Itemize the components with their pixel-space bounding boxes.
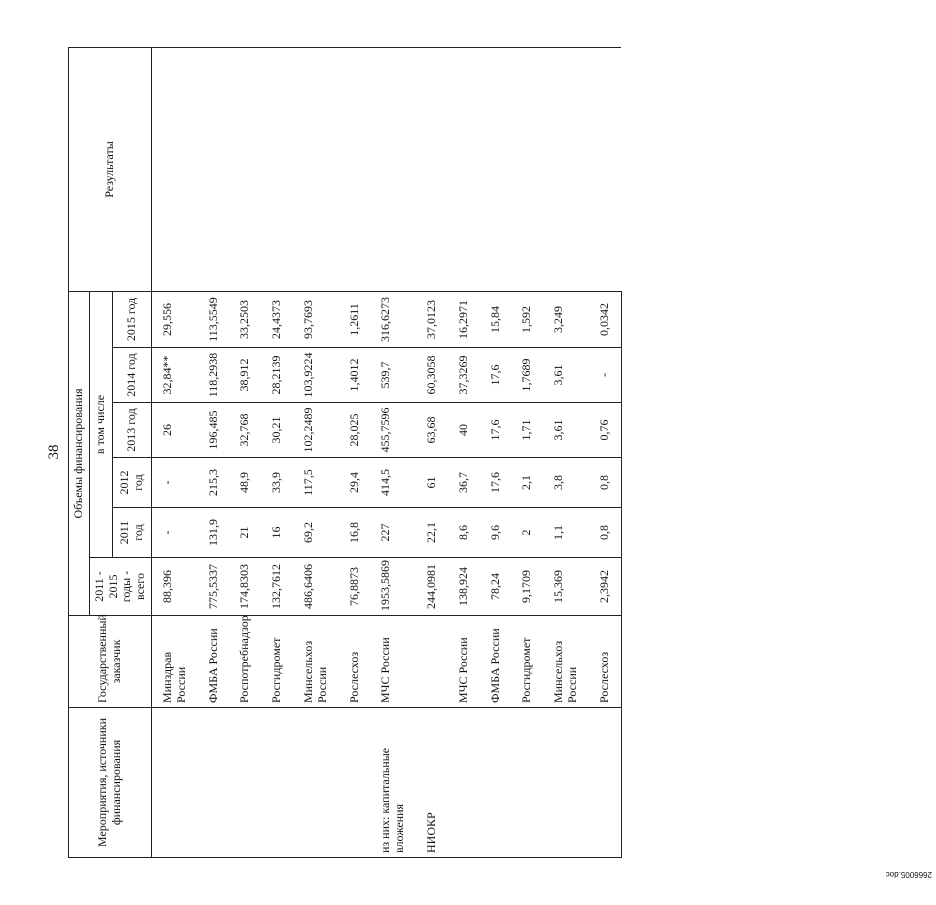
year-2015-cell: 113,5549 [198,291,230,347]
total-cell: 88,396 [151,558,197,616]
header-year-2015: 2015 год [113,291,152,347]
measure-cell [543,708,589,858]
year-2011-cell: 22,1 [416,508,448,558]
year-2013-cell: 0,76 [589,403,621,458]
total-cell: 9,1709 [511,558,543,616]
rotated-page [40,22,932,882]
year-2013-cell: 17,6 [480,403,512,458]
table-row [151,47,197,857]
customer-cell: ФМБА России [480,616,512,708]
year-2011-cell: 227 [370,508,416,558]
total-cell: 15,369 [543,558,589,616]
year-2013-cell: 28,025 [339,403,371,458]
table-body [151,47,621,857]
year-2013-cell: 196,485 [198,403,230,458]
year-2012-cell: 61 [416,458,448,508]
customer-cell: Росгидромет [511,616,543,708]
customer-cell: Роспотребнадзор [229,616,261,708]
year-2012-cell: 33,9 [261,458,293,508]
year-2013-cell: 32,768 [229,403,261,458]
year-2014-cell: 539,7 [370,348,416,403]
total-cell: 1953,5869 [370,558,416,616]
year-2012-cell: 0,8 [589,458,621,508]
year-2012-cell: 3,8 [543,458,589,508]
header-year-2013: 2013 год [113,403,152,458]
year-2012-cell: 215,3 [198,458,230,508]
year-2015-cell: 0,0342 [589,291,621,347]
customer-cell: Минздрав России [151,616,197,708]
year-2012-cell: - [151,458,197,508]
customer-cell: ФМБА России [198,616,230,708]
total-cell: 174,8303 [229,558,261,616]
year-2014-cell: 38,912 [229,348,261,403]
year-2012-cell: 2,1 [511,458,543,508]
year-2014-cell: 17,6 [480,348,512,403]
year-2014-cell: 1,4012 [339,348,371,403]
financing-table [68,47,622,858]
customer-cell: Минсельхоз России [543,616,589,708]
measure-cell [198,708,230,858]
total-cell: 775,5337 [198,558,230,616]
year-2014-cell: 3,61 [543,348,589,403]
measure-cell [229,708,261,858]
year-2015-cell: 37,0123 [416,291,448,347]
year-2011-cell: - [151,508,197,558]
customer-cell: МЧС России [370,616,416,708]
measure-cell [480,708,512,858]
measure-cell [589,708,621,858]
year-2012-cell: 414,5 [370,458,416,508]
total-cell: 486,6406 [293,558,339,616]
customer-cell: Рослесхоз [339,616,371,708]
year-2015-cell: 24,4373 [261,291,293,347]
year-2013-cell: 102,2489 [293,403,339,458]
footer-code-text: 2666005.doc [885,870,932,879]
year-2013-cell: 40 [448,403,480,458]
year-2013-cell: 26 [151,403,197,458]
header-year-2011: 2011 год [113,508,152,558]
measure-cell [448,708,480,858]
year-2011-cell: 8,6 [448,508,480,558]
customer-cell: МЧС России [448,616,480,708]
measure-cell: из них: капитальные вложения [370,708,416,858]
total-cell: 76,8873 [339,558,371,616]
measure-cell [339,708,371,858]
year-2011-cell: 0,8 [589,508,621,558]
measure-cell: НИОКР [416,708,448,858]
year-2011-cell: 131,9 [198,508,230,558]
year-2011-cell: 16,8 [339,508,371,558]
year-2014-cell: - [589,348,621,403]
measure-cell [261,708,293,858]
year-2012-cell: 117,5 [293,458,339,508]
year-2015-cell: 1,2611 [339,291,371,347]
header-row-1 [69,47,90,857]
year-2012-cell: 36,7 [448,458,480,508]
year-2014-cell: 60,3058 [416,348,448,403]
header-results: Результаты [69,47,152,291]
header-including: в том числе [89,291,112,557]
year-2014-cell: 1,7689 [511,348,543,403]
header-year-2012: 2012 год [113,458,152,508]
year-2011-cell: 21 [229,508,261,558]
year-2012-cell: 29,4 [339,458,371,508]
year-2013-cell: 63,68 [416,403,448,458]
year-2012-cell: 48,9 [229,458,261,508]
customer-cell: Рослесхоз [589,616,621,708]
year-2011-cell: 1,1 [543,508,589,558]
page-number: 38 [46,444,62,460]
year-2014-cell: 32,84** [151,348,197,403]
year-2015-cell: 316,6273 [370,291,416,347]
header-year-2014: 2014 год [113,348,152,403]
year-2015-cell: 33,2503 [229,291,261,347]
total-cell: 78,24 [480,558,512,616]
header-customer: Государственный заказчик [69,616,152,708]
results-cell [151,47,621,291]
year-2015-cell: 15,84 [480,291,512,347]
customer-cell: Минсельхоз России [293,616,339,708]
year-2012-cell: 17,6 [480,458,512,508]
year-2014-cell: 118,2938 [198,348,230,403]
year-2011-cell: 16 [261,508,293,558]
year-2015-cell: 29,556 [151,291,197,347]
year-2014-cell: 103,9224 [293,348,339,403]
year-2015-cell: 3,249 [543,291,589,347]
total-cell: 138,924 [448,558,480,616]
year-2014-cell: 28,2139 [261,348,293,403]
total-cell: 244,0981 [416,558,448,616]
year-2015-cell: 1,592 [511,291,543,347]
measure-cell [151,708,197,858]
total-cell: 2,3942 [589,558,621,616]
year-2013-cell: 455,7596 [370,403,416,458]
year-2013-cell: 30,21 [261,403,293,458]
year-2014-cell: 37,3269 [448,348,480,403]
year-2011-cell: 69,2 [293,508,339,558]
customer-cell [416,616,448,708]
header-volumes: Объемы финансирования [69,291,90,615]
footer-code [885,852,936,882]
year-2011-cell: 2 [511,508,543,558]
total-cell: 132,7612 [261,558,293,616]
year-2013-cell: 3,61 [543,403,589,458]
header-measure: Мероприятия, источники финансирования [69,708,152,858]
year-2011-cell: 9,6 [480,508,512,558]
measure-cell [511,708,543,858]
measure-cell [293,708,339,858]
header-total: 2011 - 2015 годы - всего [89,558,151,616]
year-2015-cell: 16,2971 [448,291,480,347]
year-2015-cell: 93,7693 [293,291,339,347]
year-2013-cell: 1,71 [511,403,543,458]
customer-cell: Росгидромет [261,616,293,708]
